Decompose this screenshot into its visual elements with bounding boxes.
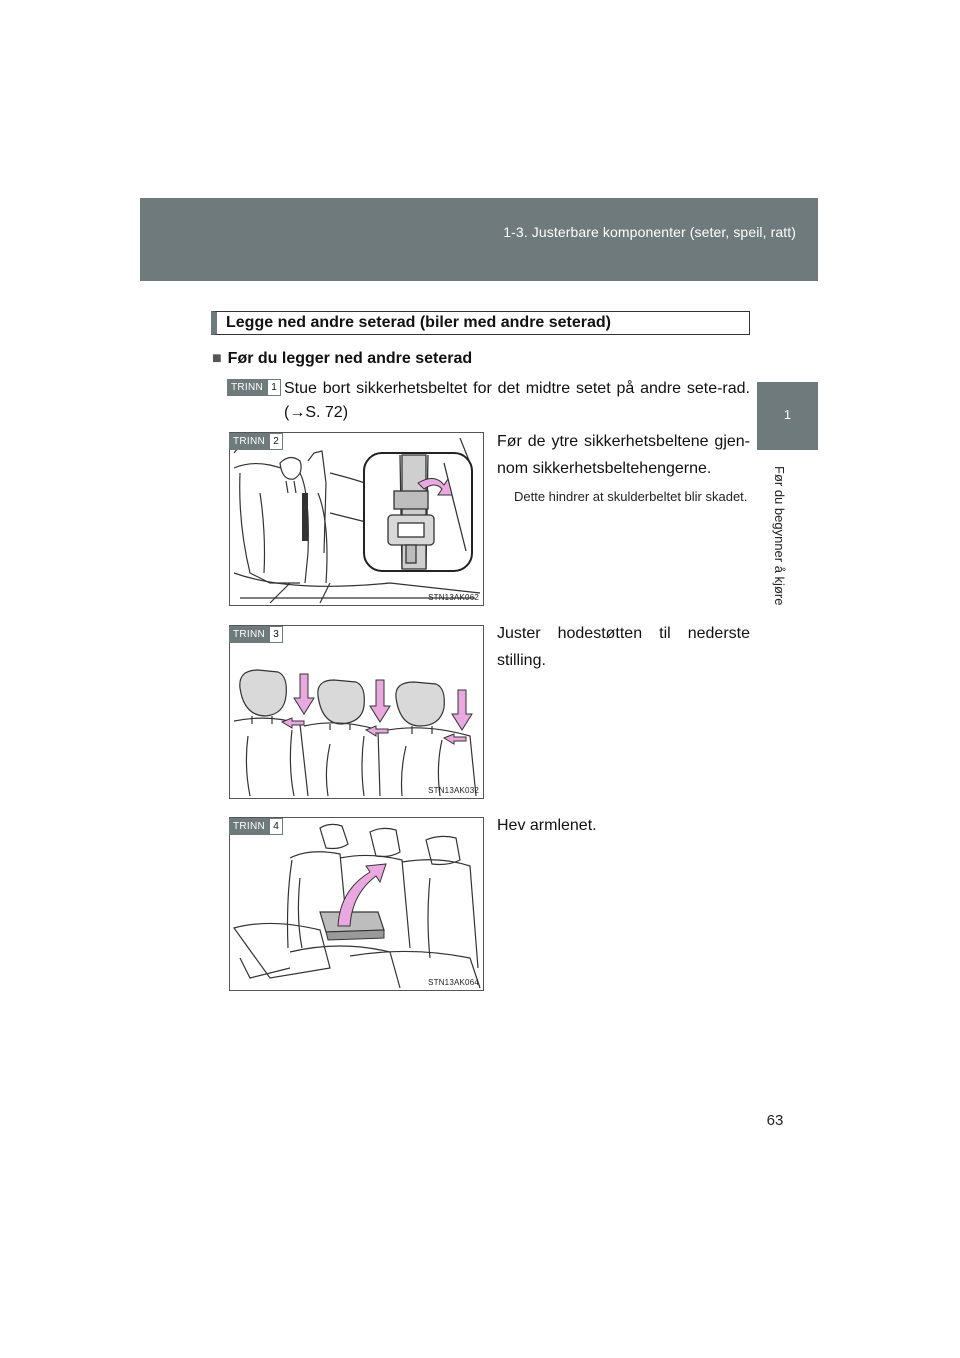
subheading — [212, 350, 472, 368]
figure-headrest-lower — [229, 625, 484, 799]
headrest-lower-illustration — [230, 626, 485, 800]
subheading-marker: ■ — [212, 350, 222, 367]
step-badge-number: 2 — [269, 433, 283, 450]
figure-armrest-raise — [229, 817, 484, 991]
step-badge-number: 1 — [267, 379, 281, 396]
step-badge-label: TRINN — [229, 433, 269, 450]
chapter-header-band — [140, 198, 818, 281]
chapter-number: 1 — [783, 407, 792, 422]
step-4-text: Hev armlenet. — [497, 817, 597, 834]
chapter-side-label-text: Før du begynner å kjøre — [772, 466, 787, 606]
step-2-text: Før de ytre sikkerhetsbeltene gjen-nom sikkerhetsbeltehengerne. — [497, 433, 750, 477]
figure-seatbelt-hanger — [229, 432, 484, 606]
step-1-text: Stue bort sikkerhetsbeltet for det midtre setet på andre sete-rad. (→S. 72) — [284, 380, 750, 421]
seatbelt-hanger-illustration — [230, 433, 485, 607]
step-badge-2 — [229, 433, 283, 450]
step-badge-3 — [229, 626, 283, 643]
chapter-side-label — [774, 466, 800, 616]
step-badge-label: TRINN — [227, 379, 267, 396]
subheading-text: Før du legger ned andre seterad — [227, 350, 473, 367]
armrest-raise-illustration — [230, 818, 485, 992]
page-number: 63 — [766, 1112, 784, 1129]
step-3-text: Juster hodestøtten til nederste stilling. — [497, 625, 750, 669]
step-badge-label: TRINN — [229, 626, 269, 643]
step-2-note: Dette hindrer at skulderbeltet blir skadet. — [514, 489, 748, 504]
figure-code: STN13AK062 — [428, 593, 479, 602]
step-badge-1 — [227, 379, 281, 396]
step-badge-number: 3 — [269, 626, 283, 643]
chapter-side-tab — [757, 382, 818, 450]
step-badge-4 — [229, 818, 283, 835]
section-title: Legge ned andre seterad (biler med andre seterad) — [211, 311, 750, 335]
figure-code: STN13AK032 — [428, 786, 479, 795]
step-badge-label: TRINN — [229, 818, 269, 835]
figure-code: STN13AK064 — [428, 978, 479, 987]
step-badge-number: 4 — [269, 818, 283, 835]
chapter-title: 1-3. Justerbare komponenter (seter, speil, ratt) — [503, 224, 796, 240]
